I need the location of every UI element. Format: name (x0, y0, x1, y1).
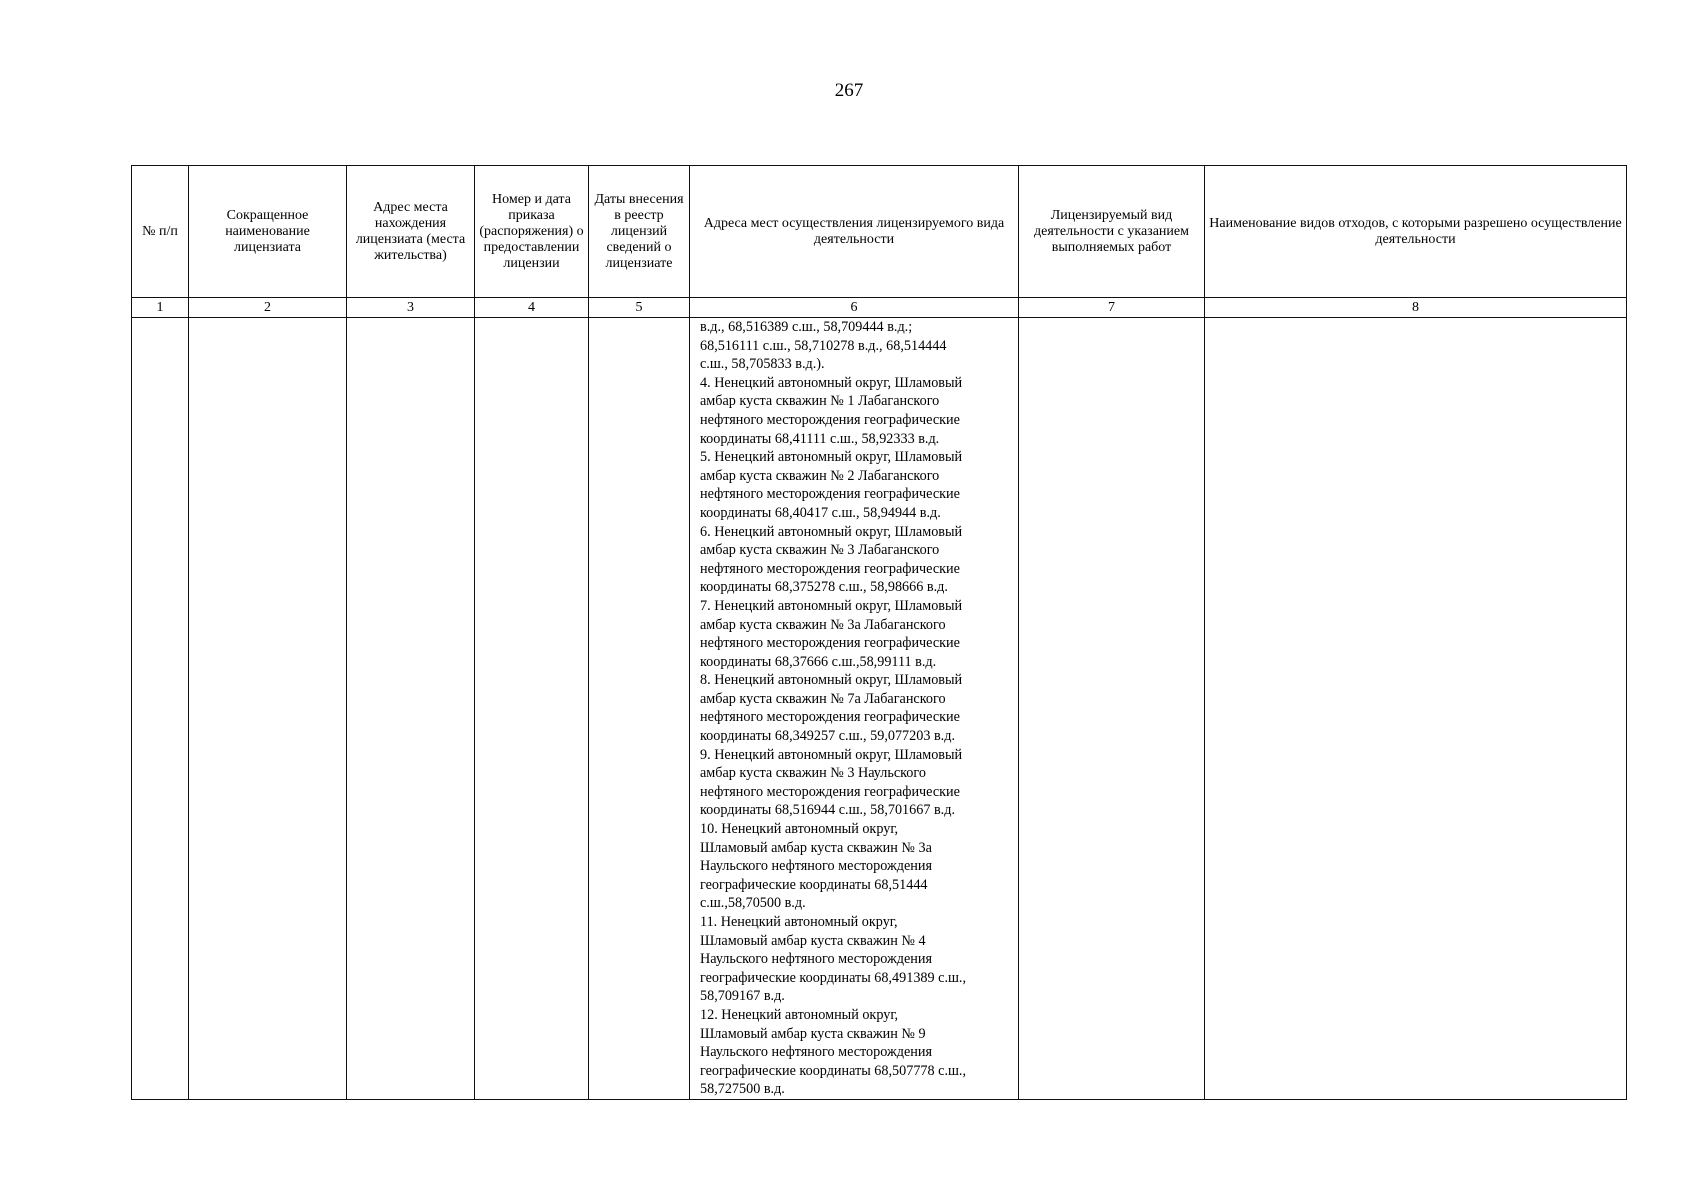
address-line: нефтяного месторождения географические (700, 709, 960, 726)
address-line: амбар куста скважин № 3 Наульского (700, 765, 926, 782)
address-line: координаты 68,41111 с.ш., 58,92333 в.д. (700, 430, 940, 447)
address-line: Наульского нефтяного месторождения (700, 951, 932, 968)
table-row (132, 318, 1627, 1100)
address-line: 68,516111 с.ш., 58,710278 в.д., 68,514444 (700, 337, 947, 354)
address-line: амбар куста скважин № 3 Лабаганского (700, 542, 940, 559)
column-number: 8 (1205, 298, 1627, 318)
column-number: 7 (1019, 298, 1205, 318)
header-order-number-date: Номер и дата приказа (распоряжения) о предоставлении лицензии (475, 166, 589, 298)
header-activity-addresses: Адреса мест осуществления лицензируемого вида деятельности (690, 166, 1019, 298)
column-number: 2 (189, 298, 347, 318)
address-line: нефтяного месторождения географические (700, 783, 960, 800)
address-line: координаты 68,37666 с.ш.,58,99111 в.д. (700, 653, 937, 670)
address-line: нефтяного месторождения географические (700, 635, 960, 652)
column-number-row (132, 298, 1627, 318)
header-registry-dates: Даты внесения в реестр лицензий сведений о лицензиате (589, 166, 690, 298)
address-line: географические координаты 68,507778 с.ш., (700, 1062, 967, 1079)
address-line: координаты 68,375278 с.ш., 58,98666 в.д. (700, 579, 948, 596)
licensee-name-cell (189, 318, 347, 1100)
column-number: 6 (690, 298, 1019, 318)
address-line: амбар куста скважин № 7а Лабаганского (700, 690, 946, 707)
address-line: Шламовый амбар куста скважин № 4 (700, 932, 926, 949)
address-line: с.ш., 58,705833 в.д.). (700, 356, 825, 373)
address-line: амбар куста скважин № 2 Лабаганского (700, 467, 940, 484)
header-licensee-address: Адрес места нахождения лицензиата (места жительства) (347, 166, 475, 298)
address-list (700, 318, 1012, 1099)
address-line: координаты 68,516944 с.ш., 58,701667 в.д. (700, 802, 955, 819)
address-line: 7. Ненецкий автономный округ, Шламовый (700, 597, 963, 614)
address-line: 58,709167 в.д. (700, 988, 785, 1005)
address-line: 8. Ненецкий автономный округ, Шламовый (700, 672, 963, 689)
header-licensee-name: Сокращенное наименование лицензиата (189, 166, 347, 298)
address-line: с.ш.,58,70500 в.д. (700, 895, 806, 912)
address-line: 9. Ненецкий автономный округ, Шламовый (700, 746, 963, 763)
address-line: 4. Ненецкий автономный округ, Шламовый (700, 374, 963, 391)
column-number: 5 (589, 298, 690, 318)
address-line: амбар куста скважин № 3а Лабаганского (700, 616, 946, 633)
waste-types-cell (1205, 318, 1627, 1100)
header-waste-types: Наименование видов отходов, с которыми разрешено осуществление деятельности (1205, 166, 1627, 298)
license-register-table (131, 165, 1627, 1100)
header-number: № п/п (132, 166, 189, 298)
activity-addresses-cell (690, 318, 1019, 1100)
address-line: Наульского нефтяного месторождения (700, 858, 932, 875)
address-line: координаты 68,40417 с.ш., 58,94944 в.д. (700, 504, 941, 521)
address-line: нефтяного месторождения географические (700, 411, 960, 428)
licensee-address-cell (347, 318, 475, 1100)
column-number: 1 (132, 298, 189, 318)
row-number-cell (132, 318, 189, 1100)
address-line: 10. Ненецкий автономный округ, (700, 821, 899, 838)
registry-date-cell (589, 318, 690, 1100)
header-licensed-activity: Лицензируемый вид деятельности с указанием выполняемых работ (1019, 166, 1205, 298)
address-line: амбар куста скважин № 1 Лабаганского (700, 393, 940, 410)
column-number: 3 (347, 298, 475, 318)
address-line: 12. Ненецкий автономный округ, (700, 1006, 899, 1023)
order-cell (475, 318, 589, 1100)
header-row (132, 166, 1627, 298)
address-line: 5. Ненецкий автономный округ, Шламовый (700, 449, 963, 466)
address-line: координаты 68,349257 с.ш., 59,077203 в.д. (700, 728, 955, 745)
address-line: в.д., 68,516389 с.ш., 58,709444 в.д.; (700, 319, 913, 335)
address-line: 6. Ненецкий автономный округ, Шламовый (700, 523, 963, 540)
address-line: географические координаты 68,491389 с.ш., (700, 969, 967, 986)
address-line: Шламовый амбар куста скважин № 3а (700, 839, 932, 856)
column-number: 4 (475, 298, 589, 318)
address-line: 58,727500 в.д. (700, 1081, 785, 1098)
address-line: Шламовый амбар куста скважин № 9 (700, 1025, 926, 1042)
address-line: нефтяного месторождения географические (700, 560, 960, 577)
address-line: Наульского нефтяного месторождения (700, 1044, 932, 1061)
address-line: географические координаты 68,51444 (700, 876, 928, 893)
licensed-activity-cell (1019, 318, 1205, 1100)
address-line: нефтяного месторождения географические (700, 486, 960, 503)
page-number: 267 (834, 80, 864, 101)
address-line: 11. Ненецкий автономный округ, (700, 914, 898, 930)
